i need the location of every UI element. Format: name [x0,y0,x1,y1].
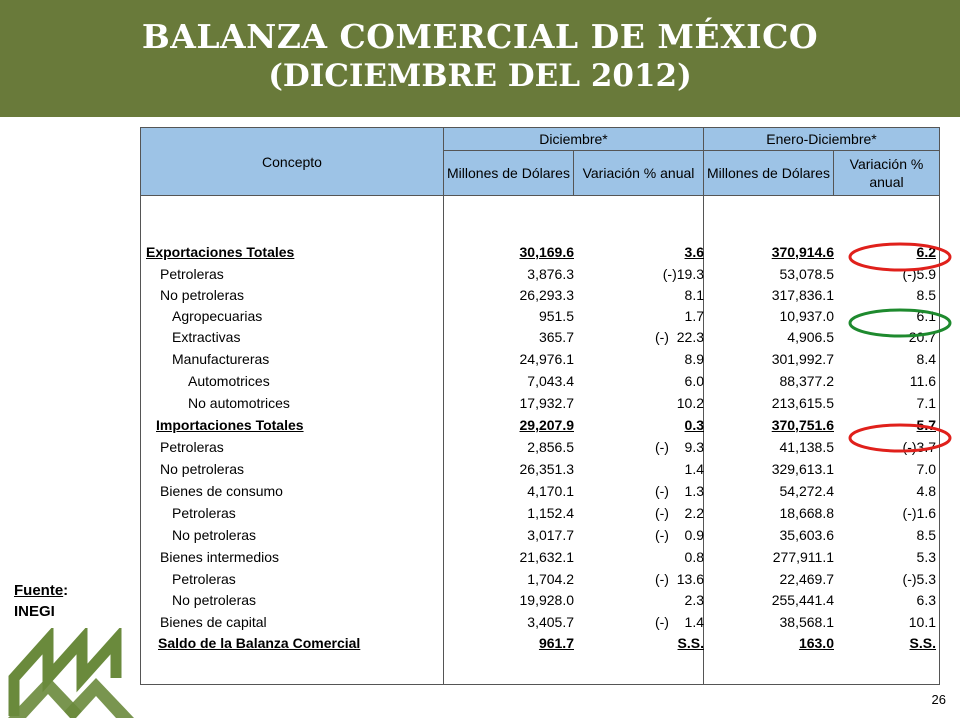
row-year-millones: 10,937.0 [779,308,834,324]
header-concepto: Concepto [140,127,444,196]
row-dec-millones: 951.5 [538,308,574,324]
row-year-variacion: 7.0 [916,461,936,477]
row-year-variacion: 5.7 [916,417,936,433]
row-dec-variacion: (-) 2.2 [654,505,704,521]
table-row [140,590,940,610]
row-concept: Extractivas [172,329,241,345]
row-dec-millones: 29,207.9 [519,417,574,433]
row-dec-millones: 26,293.3 [519,287,574,303]
row-year-millones: 54,272.4 [779,483,834,499]
row-dec-variacion: 8.1 [684,287,704,303]
row-year-millones: 370,914.6 [771,244,834,260]
row-dec-millones: 1,704.2 [527,571,574,587]
row-year-variacion: (-)5.3 [902,571,936,587]
row-concept: Automotrices [188,373,270,389]
row-dec-millones: 30,169.6 [519,244,574,260]
row-year-variacion: 11.6 [909,373,936,389]
header-diciembre: Diciembre* [443,127,704,151]
row-dec-millones: 7,043.4 [527,373,574,389]
row-year-variacion: (-)1.6 [902,505,936,521]
row-year-millones: 35,603.6 [779,527,834,543]
row-dec-millones: 1,152.4 [527,505,574,521]
row-year-variacion: 6.2 [916,244,936,260]
row-dec-variacion: (-) 1.4 [654,614,704,630]
row-concept: No petroleras [160,287,245,303]
row-year-variacion: S.S. [909,635,936,651]
row-year-millones: 38,568.1 [779,614,834,630]
row-dec-millones: 4,170.1 [527,483,574,499]
row-concept: Exportaciones Totales [146,244,295,260]
row-year-variacion: 4.8 [916,483,936,499]
row-dec-variacion: (-) 22.3 [654,329,704,345]
row-year-variacion: 6.3 [916,592,936,608]
row-dec-variacion: (-) 13.6 [654,571,704,587]
table-row [140,437,940,457]
row-concept: Agropecuarias [172,308,263,324]
table-row [140,612,940,632]
table-row [140,371,940,391]
table-row [140,285,940,305]
page-title: BALANZA COMERCIAL DE MÉXICO [141,17,819,56]
table-row [140,306,940,326]
row-concept: Manufactureras [172,351,270,367]
row-year-variacion: 7.1 [916,395,936,411]
table-row [140,569,940,589]
row-year-variacion: (-)5.9 [902,266,936,282]
header-year-variacion: Variación % anual [833,150,940,196]
table-row [140,525,940,545]
row-year-millones: 370,751.6 [771,417,834,433]
table-row [140,264,940,284]
row-dec-millones: 19,928.0 [519,592,574,608]
row-year-millones: 213,615.5 [771,395,834,411]
row-year-millones: 317,836.1 [771,287,834,303]
row-year-millones: 88,377.2 [779,373,834,389]
header-dec-variacion: Variación % anual [573,150,704,196]
row-dec-millones: 3,405.7 [527,614,574,630]
row-concept: Petroleras [172,505,236,521]
row-dec-variacion: (-)19.3 [662,266,704,282]
row-year-millones: 277,911.1 [772,549,834,565]
row-dec-millones: 21,632.1 [519,549,574,565]
row-year-variacion: 20.7 [908,329,936,345]
row-concept: Bienes intermedios [160,549,280,565]
header-year-millones: Millones de Dólares [703,150,834,196]
row-dec-variacion: 3.6 [684,244,704,260]
row-dec-variacion: 6.0 [684,373,704,389]
row-dec-millones: 3,876.3 [527,266,574,282]
row-year-millones: 329,613.1 [771,461,834,477]
row-dec-variacion: 0.3 [684,417,704,433]
row-year-variacion: 6.1 [916,308,936,324]
header-dec-millones: Millones de Dólares [443,150,574,196]
row-year-millones: 22,469.7 [779,571,834,587]
row-dec-variacion: 8.9 [684,351,704,367]
row-year-millones: 301,992.7 [771,351,834,367]
source-label: Fuente [14,582,64,599]
title-banner [0,0,960,117]
row-concept: No automotrices [188,395,290,411]
row-dec-variacion: (-) 0.9 [654,527,704,543]
row-dec-millones: 365.7 [538,329,574,345]
row-year-variacion: 8.5 [916,527,936,543]
trade-balance-table [140,127,940,685]
row-concept: Importaciones Totales [156,417,304,433]
row-dec-millones: 961.7 [538,635,574,651]
source-value: INEGI [14,603,55,620]
row-dec-millones: 24,976.1 [519,351,574,367]
row-concept: No petroleras [172,592,257,608]
row-year-millones: 41,138.5 [779,439,834,455]
row-concept: Bienes de consumo [160,483,283,499]
row-concept: Saldo de la Balanza Comercial [158,635,361,651]
page-number: 26 [931,692,946,707]
row-dec-millones: 2,856.5 [527,439,574,455]
table-row [140,415,940,435]
row-dec-millones: 26,351.3 [519,461,574,477]
mountains-logo-icon [8,628,138,718]
row-dec-variacion: 1.7 [684,308,704,324]
row-dec-variacion: 2.3 [684,592,704,608]
row-concept: Petroleras [172,571,236,587]
row-dec-variacion: (-) 9.3 [654,439,704,455]
row-concept: Petroleras [160,439,224,455]
row-year-millones: 163.0 [798,635,834,651]
table-row [140,503,940,523]
row-year-variacion: (-)3.7 [902,439,936,455]
row-dec-variacion: 1.4 [684,461,704,477]
table-row [140,242,940,262]
row-year-millones: 18,668.8 [779,505,834,521]
table-row [140,547,940,567]
table-row [140,459,940,479]
row-year-variacion: 10.1 [908,614,936,630]
row-year-variacion: 8.5 [916,287,936,303]
row-concept: Bienes de capital [160,614,267,630]
source-note: Fuente: INEGI [14,582,69,620]
row-dec-variacion: S.S. [677,635,704,651]
row-concept: Petroleras [160,266,224,282]
row-dec-variacion: (-) 1.3 [654,483,704,499]
table-row [140,393,940,413]
page-subtitle: (DICIEMBRE DEL 2012) [268,58,692,94]
row-dec-variacion: 10.2 [676,395,704,411]
table-row [140,481,940,501]
row-year-millones: 4,906.5 [787,329,834,345]
row-dec-variacion: 0.8 [684,549,704,565]
row-year-variacion: 8.4 [916,351,936,367]
table-row [140,327,940,347]
table-row [140,349,940,369]
row-year-variacion: 5.3 [916,549,936,565]
row-concept: No petroleras [172,527,257,543]
row-year-millones: 255,441.4 [771,592,834,608]
table-row [140,633,940,653]
row-concept: No petroleras [160,461,245,477]
row-dec-millones: 17,932.7 [519,395,574,411]
header-enero-diciembre: Enero-Diciembre* [703,127,940,151]
row-dec-millones: 3,017.7 [527,527,574,543]
row-year-millones: 53,078.5 [779,266,834,282]
